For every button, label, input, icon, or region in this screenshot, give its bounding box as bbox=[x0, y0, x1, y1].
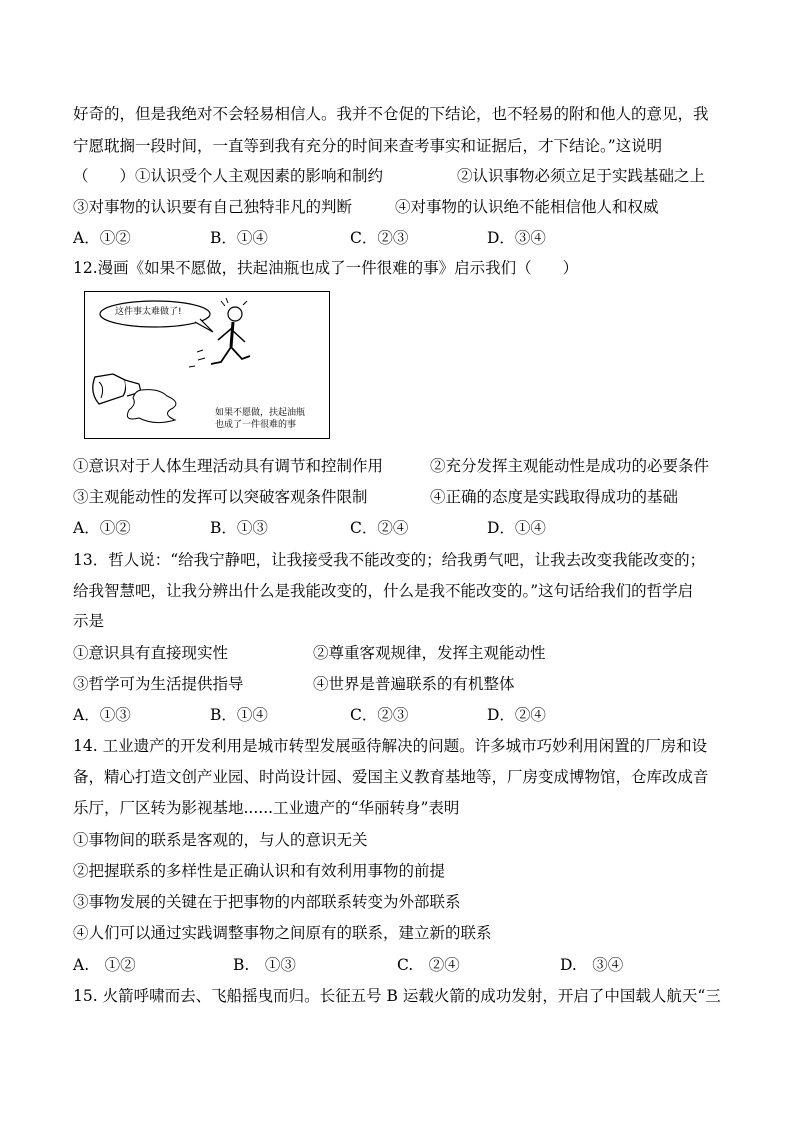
q14-text-line2: 备，精心打造文创产业园、时尚设计园、爱国主义教育基地等，厂房变成博物馆，仓库改成音 bbox=[73, 768, 709, 786]
q12-choice-d: D．①④ bbox=[487, 519, 546, 537]
q13-choice-c: C．②③ bbox=[350, 706, 409, 724]
q12-stem: 12.漫画《如果不愿做，扶起油瓶也成了一件很难的事》启示我们（ ） bbox=[73, 259, 579, 277]
q13-text-line3: 示是 bbox=[73, 612, 105, 630]
q12-choice-a: A．①② bbox=[73, 519, 131, 537]
q11-choice-b: B．①④ bbox=[210, 229, 268, 247]
q13-text-line2: 给我智慧吧，让我分辨出什么是我能改变的，什么是我不能改变的。”这句话给我们的哲学启 bbox=[73, 582, 694, 600]
q14-choice-a: A. ①② bbox=[73, 956, 136, 974]
oil-bottle-cartoon bbox=[84, 291, 330, 439]
q11-choice-c: C．②③ bbox=[350, 229, 409, 247]
q12-option-4: ④正确的态度是实践取得成功的基础 bbox=[430, 488, 679, 506]
q13-choice-b: B．①④ bbox=[210, 706, 268, 724]
q14-choice-d: D. ③④ bbox=[560, 956, 624, 974]
q13-text-line1: 13．哲人说：“给我宁静吧，让我接受我不能改变的；给我勇气吧，让我去改变我能改变的； bbox=[73, 551, 706, 569]
q14-option-2: ②把握联系的多样性是正确认识和有效利用事物的前提 bbox=[73, 862, 446, 880]
q14-option-1: ①事物间的联系是客观的，与人的意识无关 bbox=[73, 831, 368, 849]
q13-option-2: ②尊重客观规律，发挥主观能动性 bbox=[313, 644, 546, 662]
q14-choice-b: B. ①③ bbox=[233, 956, 296, 974]
cartoon-caption bbox=[215, 407, 305, 431]
q12-option-2: ②充分发挥主观能动性是成功的必要条件 bbox=[430, 457, 710, 475]
q11-option-3: ③对事物的认识要有自己独特非凡的判断 bbox=[73, 198, 353, 216]
q11-answer-bracket: （ ） bbox=[73, 167, 136, 185]
q12-choice-c: C．②④ bbox=[350, 519, 409, 537]
q14-option-3: ③事物发展的关键在于把事物的内部联系转变为外部联系 bbox=[73, 893, 461, 911]
q12-option-1: ①意识对于人体生理活动具有调节和控制作用 bbox=[73, 457, 384, 475]
q13-option-4: ④世界是普遍联系的有机整体 bbox=[313, 675, 515, 693]
q14-text-line3: 乐厅，厂区转为影视基地......工业遗产的“华丽转身”表明 bbox=[73, 799, 460, 817]
q11-text-line2: 宁愿耽搁一段时间，一直等到我有充分的时间来查考事实和证据后，才下结论。”这说明 bbox=[73, 137, 663, 155]
q13-option-3: ③哲学可为生活提供指导 bbox=[73, 675, 244, 693]
q11-option-1: ①认识受个人主观因素的影响和制约 bbox=[135, 167, 384, 185]
cartoon-speech-text: 这件事太难做了! bbox=[115, 307, 182, 317]
q11-option-2: ②认识事物必须立足于实践基础之上 bbox=[457, 167, 706, 185]
q11-choice-d: D．③④ bbox=[487, 229, 546, 247]
q13-option-1: ①意识具有直接现实性 bbox=[73, 644, 229, 662]
q14-option-4: ④人们可以通过实践调整事物之间原有的联系，建立新的联系 bbox=[73, 924, 492, 942]
cartoon-caption-line1: 如果不愿做，扶起油瓶 bbox=[215, 408, 306, 418]
q11-option-4: ④对事物的认识绝不能相信他人和权威 bbox=[395, 198, 659, 216]
q14-choice-c: C. ②④ bbox=[397, 956, 460, 974]
q11-choice-a: A．①② bbox=[73, 229, 131, 247]
q14-text-line1: 14. 工业遗产的开发利用是城市转型发展亟待解决的问题。许多城市巧妙利用闲置的厂房和设 bbox=[73, 737, 708, 755]
cartoon-caption-line2: 也成了一件很难的事 bbox=[215, 420, 297, 430]
q12-option-3: ③主观能动性的发挥可以突破客观条件限制 bbox=[73, 488, 368, 506]
q12-choice-b: B．①③ bbox=[210, 519, 268, 537]
q13-choice-d: D．②④ bbox=[487, 706, 546, 724]
q13-choice-a: A．①③ bbox=[73, 706, 131, 724]
q11-text-line1: 好奇的，但是我绝对不会轻易相信人。我并不仓促的下结论，也不轻易的附和他人的意见，我 bbox=[73, 105, 709, 123]
q15-text-line1: 15. 火箭呼啸而去、飞船摇曳而归。长征五号 B 运载火箭的成功发射，开启了中国载人航天“三 bbox=[73, 987, 721, 1005]
